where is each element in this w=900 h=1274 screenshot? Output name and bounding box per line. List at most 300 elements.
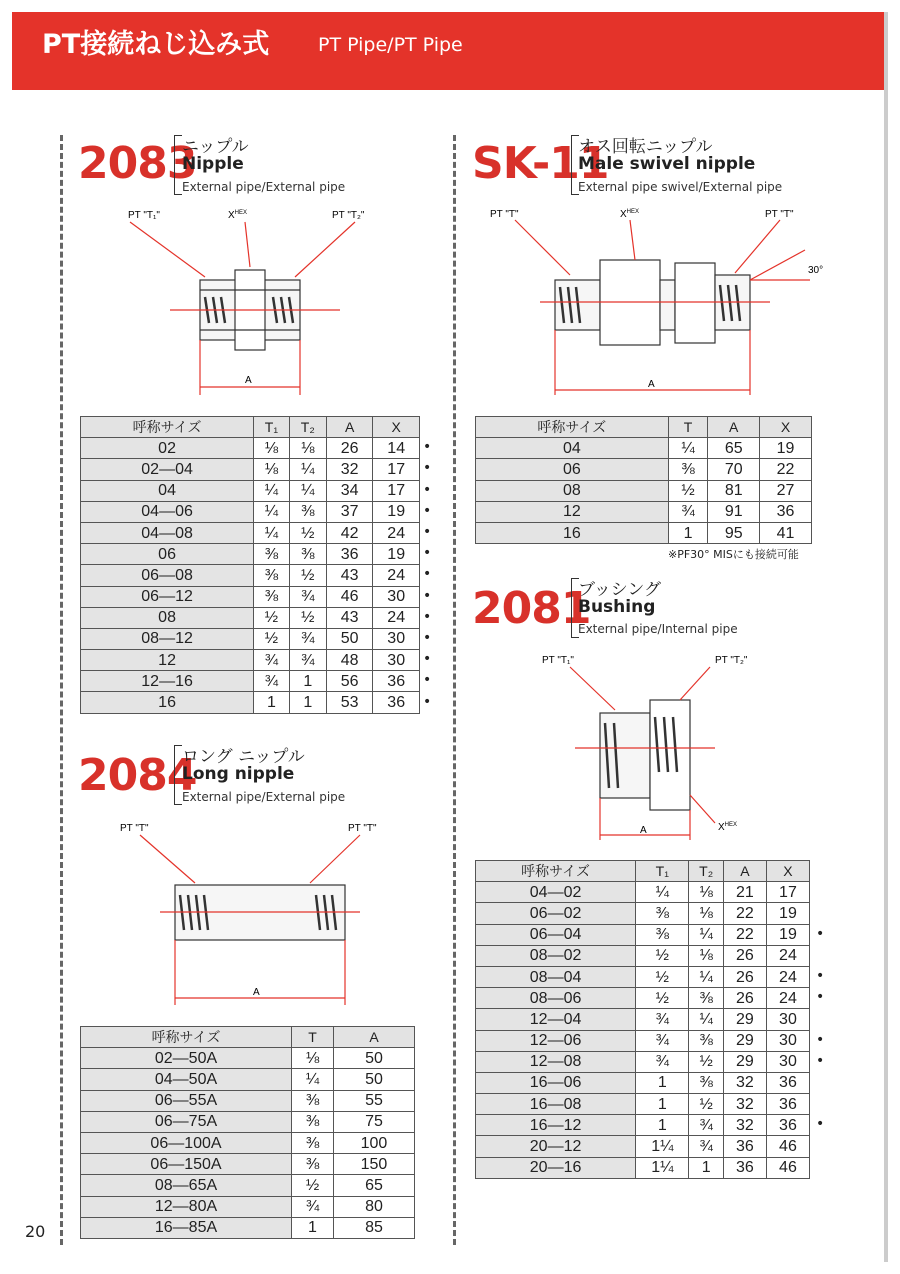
value-cell: 36 (373, 671, 420, 692)
table-row (81, 607, 420, 628)
value-cell: 65 (333, 1175, 414, 1196)
table-row (476, 1157, 810, 1178)
product-name-en: Male swivel nipple (578, 154, 756, 174)
size-cell: 04 (81, 480, 254, 501)
availability-dot: • (423, 566, 432, 583)
value-cell: ½ (636, 988, 689, 1009)
size-cell: 16—06 (476, 1072, 636, 1093)
value-cell: 70 (708, 459, 760, 480)
table-row (476, 924, 810, 945)
value-cell: ⅜ (292, 1111, 334, 1132)
table-row (81, 565, 420, 586)
size-cell: 12 (476, 501, 669, 522)
value-cell: 1 (636, 1115, 689, 1136)
size-cell: 20—16 (476, 1157, 636, 1178)
size-cell: 06—100A (81, 1132, 292, 1153)
value-cell: 1 (636, 1072, 689, 1093)
value-cell: ⅛ (689, 945, 723, 966)
table-row (81, 1069, 415, 1090)
table-row (476, 480, 812, 501)
page-edge (884, 12, 888, 1262)
table-row (476, 522, 812, 543)
value-cell: 1 (254, 692, 290, 713)
value-cell: ⅜ (289, 544, 326, 565)
table-header-row (476, 417, 812, 438)
product-number-2084: 2084 (78, 750, 197, 801)
value-cell: 91 (708, 501, 760, 522)
table-row (81, 459, 420, 480)
label-t2: PT "T" (348, 823, 377, 834)
column-header: X (760, 417, 812, 438)
size-cell: 08 (476, 480, 669, 501)
value-cell: 26 (723, 988, 766, 1009)
spec-table-sk11 (475, 416, 812, 544)
table-row (81, 628, 420, 649)
value-cell: 24 (373, 565, 420, 586)
product-subtitle: External pipe/External pipe (182, 790, 346, 804)
header-title: PT接続ねじ込み式 (42, 29, 270, 60)
value-cell: ½ (289, 565, 326, 586)
spec-table-2081 (475, 860, 810, 1179)
value-cell: ¾ (289, 586, 326, 607)
label-angle: 30° (808, 265, 824, 276)
column-header: A (708, 417, 760, 438)
table-row (476, 1115, 810, 1136)
size-cell: 06—75A (81, 1111, 292, 1132)
size-cell: 06 (81, 544, 254, 565)
availability-dot: • (816, 1031, 825, 1048)
table-header-row (476, 861, 810, 882)
column-header: T₁ (254, 417, 290, 438)
column-header: 呼称サイズ (81, 417, 254, 438)
value-cell: 17 (766, 882, 809, 903)
value-cell: ⅛ (689, 903, 723, 924)
column-header: T₁ (636, 861, 689, 882)
value-cell: 26 (723, 945, 766, 966)
value-cell: ¾ (289, 628, 326, 649)
table-row (81, 522, 420, 543)
value-cell: ¾ (636, 1030, 689, 1051)
value-cell: 43 (326, 565, 373, 586)
value-cell: ⅜ (689, 1072, 723, 1093)
title-bracket (174, 135, 182, 195)
value-cell: ½ (689, 1094, 723, 1115)
value-cell: 53 (326, 692, 373, 713)
size-cell: 06—04 (476, 924, 636, 945)
value-cell: 56 (326, 671, 373, 692)
value-cell: 30 (373, 650, 420, 671)
size-cell: 04—08 (81, 522, 254, 543)
product-name-jp: ニップル (182, 137, 249, 157)
page-number: 20 (25, 1222, 46, 1241)
table-row (81, 501, 420, 522)
table-header-row (81, 417, 420, 438)
value-cell: ½ (254, 607, 290, 628)
size-cell: 08—04 (476, 966, 636, 987)
table-row (81, 1048, 415, 1069)
value-cell: ⅜ (668, 459, 708, 480)
value-cell: ¼ (254, 522, 290, 543)
value-cell: 19 (766, 903, 809, 924)
value-cell: 1¼ (636, 1157, 689, 1178)
size-cell: 04—02 (476, 882, 636, 903)
size-cell: 16—85A (81, 1217, 292, 1238)
size-cell: 12—08 (476, 1051, 636, 1072)
value-cell: 1 (289, 671, 326, 692)
value-cell: 32 (723, 1115, 766, 1136)
value-cell: ⅛ (292, 1048, 334, 1069)
table-row (476, 459, 812, 480)
value-cell: 30 (766, 1009, 809, 1030)
value-cell: 43 (326, 607, 373, 628)
column-header: X (373, 417, 420, 438)
value-cell: ¾ (289, 650, 326, 671)
label-t1: PT "T₁" (542, 655, 574, 666)
value-cell: 32 (326, 459, 373, 480)
value-cell: ¾ (292, 1196, 334, 1217)
column-header: X (766, 861, 809, 882)
size-cell: 06—02 (476, 903, 636, 924)
size-cell: 02 (81, 438, 254, 459)
value-cell: 46 (766, 1136, 809, 1157)
value-cell: 32 (723, 1072, 766, 1093)
label-t1: PT "T" (120, 823, 149, 834)
value-cell: 29 (723, 1009, 766, 1030)
value-cell: 36 (766, 1115, 809, 1136)
value-cell: 81 (708, 480, 760, 501)
value-cell: ¼ (689, 924, 723, 945)
column-header: T₂ (689, 861, 723, 882)
product-subtitle: External pipe/External pipe (182, 180, 346, 194)
value-cell: 37 (326, 501, 373, 522)
product-name-en: Nipple (182, 154, 244, 174)
size-cell: 16 (81, 692, 254, 713)
column-header: T (668, 417, 708, 438)
swivel-nipple-drawing (480, 205, 840, 405)
size-cell: 12 (81, 650, 254, 671)
value-cell: 100 (333, 1132, 414, 1153)
value-cell: ½ (689, 1051, 723, 1072)
product-number-2081: 2081 (472, 583, 591, 634)
value-cell: 36 (723, 1157, 766, 1178)
availability-dot: • (423, 651, 432, 668)
label-t2: PT "T" (765, 209, 794, 220)
size-cell: 04—06 (81, 501, 254, 522)
availability-dot: • (816, 968, 825, 984)
column-header: A (333, 1027, 414, 1048)
value-cell: 36 (766, 1072, 809, 1093)
table-row (476, 1009, 810, 1030)
table-row (81, 1217, 415, 1238)
product-name-jp: オス回転ニップル (578, 137, 713, 157)
value-cell: 55 (333, 1090, 414, 1111)
table-row (476, 1136, 810, 1157)
value-cell: ¾ (689, 1136, 723, 1157)
column-header: T (292, 1027, 334, 1048)
value-cell: 36 (760, 501, 812, 522)
value-cell: ⅜ (636, 924, 689, 945)
table-row (81, 1175, 415, 1196)
column-header: 呼称サイズ (81, 1027, 292, 1048)
table-row (476, 438, 812, 459)
availability-dot: • (423, 608, 432, 625)
value-cell: 26 (326, 438, 373, 459)
value-cell: ⅜ (636, 903, 689, 924)
table-row (476, 945, 810, 966)
availability-dot: • (423, 672, 432, 689)
value-cell: ¾ (254, 650, 290, 671)
value-cell: 24 (766, 966, 809, 987)
table-row (476, 1030, 810, 1051)
product-number-2083: 2083 (78, 138, 197, 189)
value-cell: ½ (289, 522, 326, 543)
value-cell: 1 (289, 692, 326, 713)
value-cell: 19 (766, 924, 809, 945)
value-cell: ⅛ (689, 882, 723, 903)
table-row (81, 438, 420, 459)
label-hex: $X^{HEX}$ (228, 210, 248, 221)
table-row (476, 1051, 810, 1072)
value-cell: ½ (636, 966, 689, 987)
column-header: 呼称サイズ (476, 861, 636, 882)
column-header: A (723, 861, 766, 882)
value-cell: ⅜ (292, 1154, 334, 1175)
size-cell: 06—150A (81, 1154, 292, 1175)
value-cell: 95 (708, 522, 760, 543)
value-cell: 22 (723, 903, 766, 924)
label-t2: PT "T₂" (715, 655, 748, 666)
value-cell: 1 (689, 1157, 723, 1178)
value-cell: ½ (292, 1175, 334, 1196)
table-row (81, 544, 420, 565)
value-cell: 32 (723, 1094, 766, 1115)
value-cell: ¼ (289, 459, 326, 480)
value-cell: 29 (723, 1030, 766, 1051)
size-cell: 02—50A (81, 1048, 292, 1069)
table-row (81, 1196, 415, 1217)
table-row (81, 1154, 415, 1175)
size-cell: 12—16 (81, 671, 254, 692)
center-divider (453, 135, 456, 1245)
size-cell: 12—80A (81, 1196, 292, 1217)
availability-dot: • (423, 481, 432, 498)
value-cell: ⅜ (689, 1030, 723, 1051)
bushing-drawing (530, 645, 790, 845)
value-cell: ½ (636, 945, 689, 966)
value-cell: ¾ (668, 501, 708, 522)
column-header: 呼称サイズ (476, 417, 669, 438)
value-cell: 24 (766, 988, 809, 1009)
value-cell: 17 (373, 480, 420, 501)
value-cell: ⅛ (254, 438, 290, 459)
availability-dot: • (423, 439, 432, 456)
value-cell: 19 (373, 544, 420, 565)
product-name-jp: ブッシング (578, 580, 662, 600)
long-nipple-drawing (110, 815, 430, 1015)
value-cell: 1¼ (636, 1136, 689, 1157)
table-row (81, 586, 420, 607)
availability-dot: • (423, 587, 432, 604)
value-cell: 80 (333, 1196, 414, 1217)
value-cell: 26 (723, 966, 766, 987)
compatibility-note: ※PF30° MISにも接続可能 (668, 548, 799, 561)
value-cell: 24 (373, 522, 420, 543)
value-cell: ⅜ (689, 988, 723, 1009)
value-cell: ⅜ (254, 544, 290, 565)
table-row (476, 988, 810, 1009)
table-row (81, 1090, 415, 1111)
value-cell: 19 (373, 501, 420, 522)
table-row (81, 1111, 415, 1132)
table-row (476, 966, 810, 987)
value-cell: 50 (333, 1069, 414, 1090)
size-cell: 08—06 (476, 988, 636, 1009)
value-cell: ⅜ (289, 501, 326, 522)
availability-dot: • (816, 989, 825, 1006)
availability-dot: • (816, 1052, 825, 1069)
table-row (476, 903, 810, 924)
size-cell: 08 (81, 607, 254, 628)
value-cell: ¼ (254, 480, 290, 501)
size-cell: 06—55A (81, 1090, 292, 1111)
value-cell: ⅜ (254, 586, 290, 607)
value-cell: ¾ (636, 1009, 689, 1030)
value-cell: 30 (373, 586, 420, 607)
size-cell: 04—50A (81, 1069, 292, 1090)
product-number-sk11: SK-11 (472, 138, 609, 189)
value-cell: 22 (723, 924, 766, 945)
value-cell: 34 (326, 480, 373, 501)
value-cell: 1 (636, 1094, 689, 1115)
value-cell: 1 (292, 1217, 334, 1238)
value-cell: ⅜ (254, 565, 290, 586)
size-cell: 08—12 (81, 628, 254, 649)
label-t1: PT "T₁" (128, 210, 160, 221)
value-cell: 36 (723, 1136, 766, 1157)
table-row (81, 480, 420, 501)
value-cell: 41 (760, 522, 812, 543)
value-cell: 24 (766, 945, 809, 966)
value-cell: 30 (766, 1030, 809, 1051)
value-cell: 29 (723, 1051, 766, 1072)
value-cell: ¼ (668, 438, 708, 459)
value-cell: 27 (760, 480, 812, 501)
value-cell: 30 (766, 1051, 809, 1072)
size-cell: 12—06 (476, 1030, 636, 1051)
availability-dot: • (423, 460, 432, 477)
spec-table-2084 (80, 1026, 415, 1239)
size-cell: 06—08 (81, 565, 254, 586)
product-subtitle: External pipe/Internal pipe (578, 622, 738, 636)
value-cell: ⅛ (289, 438, 326, 459)
value-cell: 24 (373, 607, 420, 628)
size-cell: 16—08 (476, 1094, 636, 1115)
table-row (476, 882, 810, 903)
size-cell: 04 (476, 438, 669, 459)
value-cell: 42 (326, 522, 373, 543)
value-cell: ¼ (292, 1069, 334, 1090)
value-cell: 17 (373, 459, 420, 480)
label-hex: $X^{HEX}$ (718, 822, 738, 833)
size-cell: 16 (476, 522, 669, 543)
value-cell: 21 (723, 882, 766, 903)
label-a: A (640, 825, 647, 836)
value-cell: ¼ (689, 1009, 723, 1030)
value-cell: 50 (333, 1048, 414, 1069)
value-cell: 30 (373, 628, 420, 649)
value-cell: ¼ (636, 882, 689, 903)
value-cell: ½ (254, 628, 290, 649)
size-cell: 06 (476, 459, 669, 480)
value-cell: ⅜ (292, 1090, 334, 1111)
label-a: A (253, 987, 260, 998)
value-cell: ¾ (254, 671, 290, 692)
value-cell: 150 (333, 1154, 414, 1175)
value-cell: 65 (708, 438, 760, 459)
product-name-en: Bushing (578, 597, 656, 617)
value-cell: 1 (668, 522, 708, 543)
table-row (81, 692, 420, 713)
header-subtitle: PT Pipe/PT Pipe (318, 34, 463, 56)
table-row (476, 1072, 810, 1093)
value-cell: 36 (326, 544, 373, 565)
label-hex: $X^{HEX}$ (620, 209, 640, 220)
size-cell: 08—65A (81, 1175, 292, 1196)
label-t2: PT "T₂" (332, 210, 365, 221)
availability-dot: • (423, 545, 432, 562)
value-cell: 50 (326, 628, 373, 649)
availability-dot: • (423, 524, 432, 540)
table-row (81, 650, 420, 671)
value-cell: 48 (326, 650, 373, 671)
table-row (476, 1094, 810, 1115)
availability-dot: • (816, 1116, 825, 1133)
value-cell: 22 (760, 459, 812, 480)
value-cell: ¼ (289, 480, 326, 501)
availability-dot: • (816, 925, 825, 942)
value-cell: 36 (766, 1094, 809, 1115)
label-a: A (245, 375, 252, 386)
value-cell: 14 (373, 438, 420, 459)
availability-dot: • (423, 502, 432, 519)
product-subtitle: External pipe swivel/External pipe (578, 180, 783, 194)
product-name-en: Long nipple (182, 764, 295, 784)
size-cell: 02—04 (81, 459, 254, 480)
value-cell: ⅛ (254, 459, 290, 480)
value-cell: ¾ (689, 1115, 723, 1136)
value-cell: ½ (668, 480, 708, 501)
availability-dot: • (423, 630, 432, 646)
size-cell: 16—12 (476, 1115, 636, 1136)
spec-table-2083 (80, 416, 420, 714)
value-cell: 75 (333, 1111, 414, 1132)
value-cell: ¼ (689, 966, 723, 987)
value-cell: 36 (373, 692, 420, 713)
value-cell: ¼ (254, 501, 290, 522)
product-name-jp: ロング ニップル (182, 747, 305, 767)
table-row (476, 501, 812, 522)
availability-dot: • (423, 693, 432, 710)
column-header: T₂ (289, 417, 326, 438)
label-a: A (648, 379, 655, 390)
column-header: A (326, 417, 373, 438)
value-cell: ⅜ (292, 1132, 334, 1153)
value-cell: 46 (766, 1157, 809, 1178)
left-divider (60, 135, 63, 1245)
size-cell: 08—02 (476, 945, 636, 966)
value-cell: 46 (326, 586, 373, 607)
value-cell: ½ (289, 607, 326, 628)
